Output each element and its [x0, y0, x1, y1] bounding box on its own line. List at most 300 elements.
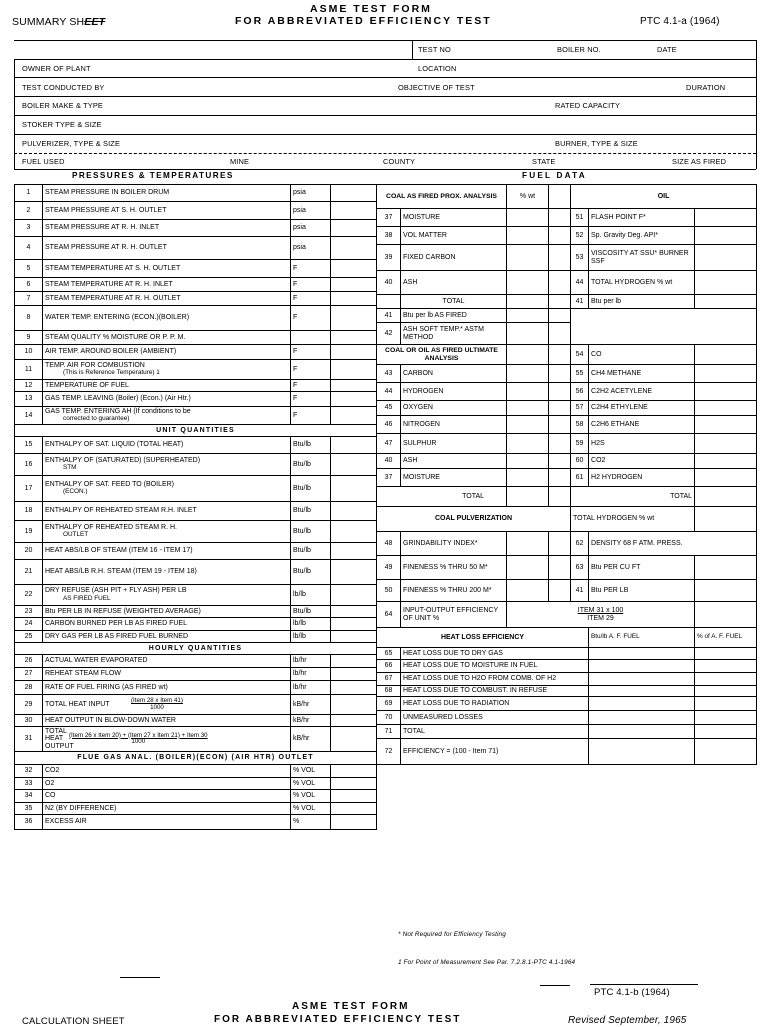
row-number: 18 [15, 502, 43, 521]
value-cell[interactable] [695, 686, 757, 697]
note-point-of-measurement: 1 For Point of Measurement See Par. 7.2.8.1-PTC 4.1-1964 [398, 959, 576, 966]
row-label-cont: OUTLET [63, 531, 89, 539]
row-label-25 [43, 631, 291, 643]
value-cell[interactable] [331, 543, 377, 560]
value-cell[interactable] [695, 556, 757, 580]
value-cell[interactable] [331, 815, 377, 830]
row-label-26 [43, 655, 291, 668]
value-cell[interactable] [589, 648, 695, 660]
row-unit: % VOL [291, 803, 331, 815]
rated-capacity-label: RATED CAPACITY [555, 101, 621, 110]
row-label-text: O2 [45, 779, 55, 787]
row-number: 35 [15, 803, 43, 815]
row-label-9 [43, 331, 291, 345]
calculation-sheet-label: CALCULATION SHEET [22, 1016, 125, 1027]
footer-title-1: ASME TEST FORM [292, 1001, 410, 1012]
table-row [15, 331, 377, 345]
row-unit: F [291, 407, 331, 425]
row-label-31 [43, 727, 291, 752]
value-cell[interactable] [695, 711, 757, 725]
value-cell[interactable] [695, 507, 757, 532]
row-number: 31 [15, 727, 43, 752]
table-row [15, 476, 377, 502]
value-cell[interactable] [695, 580, 757, 602]
value-cell[interactable] [507, 383, 549, 401]
row-label-text: TEMPERATURE OF FUEL [45, 381, 129, 389]
row-label-23 [43, 606, 291, 618]
value-cell[interactable] [331, 695, 377, 715]
form-title-1: ASME TEST FORM [310, 3, 432, 15]
flue-gas-heading: FLUE GAS ANAL. (BOILER)(ECON) (AIR HTR) OUTLET [15, 752, 377, 765]
row-number: 24 [15, 618, 43, 631]
value-cell[interactable] [331, 715, 377, 727]
table-row [15, 765, 377, 778]
row-label-text: HEAT OUTPUT IN BLOW-DOWN WATER [45, 716, 176, 724]
row-number: 26 [15, 655, 43, 668]
heat-loss-total: TOTAL [401, 725, 589, 739]
value-cell[interactable] [331, 560, 377, 585]
heat-loss-h2o: HEAT LOSS DUE TO H2O FROM COMB. OF H2 [401, 673, 589, 686]
prox-analysis-title: COAL AS FIRED PROX. ANALYSIS [377, 185, 507, 209]
coal-ash: ASH [401, 271, 507, 295]
row-number: 20 [15, 543, 43, 560]
value-cell[interactable] [331, 778, 377, 790]
gas-co2: CO2 [589, 454, 695, 469]
row-label-35 [43, 803, 291, 815]
row-label-30 [43, 715, 291, 727]
conducted-by-label: TEST CONDUCTED BY [22, 83, 105, 92]
value-cell[interactable] [695, 227, 757, 245]
row-label-text: STEAM PRESSURE AT S. H. OUTLET [45, 206, 167, 214]
value-cell[interactable] [589, 660, 695, 673]
value-cell[interactable] [331, 360, 377, 380]
row-number: 17 [15, 476, 43, 502]
row-number: 19 [15, 521, 43, 543]
value-cell[interactable] [695, 660, 757, 673]
value-cell[interactable] [695, 416, 757, 434]
table-row [15, 454, 377, 476]
value-cell[interactable] [331, 727, 377, 752]
value-cell[interactable] [507, 469, 549, 487]
row-number: 11 [15, 360, 43, 380]
value-cell[interactable] [507, 454, 549, 469]
value-cell[interactable] [507, 271, 549, 295]
row-unit: F [291, 292, 331, 306]
value-cell[interactable] [331, 220, 377, 237]
value-cell[interactable] [507, 487, 549, 507]
value-cell[interactable] [331, 521, 377, 543]
row-unit: F [291, 392, 331, 407]
value-cell[interactable] [331, 292, 377, 306]
row-unit: Btu/lb [291, 476, 331, 502]
row-number: 10 [15, 345, 43, 360]
value-cell[interactable] [695, 295, 757, 309]
row-number: 12 [15, 380, 43, 392]
table-row [15, 392, 377, 407]
row-label-7 [43, 292, 291, 306]
row-unit: Btu/lb [291, 521, 331, 543]
heat-loss-heading: HEAT LOSS EFFICIENCY [377, 628, 589, 648]
row-unit: lb/hr [291, 681, 331, 695]
value-cell[interactable] [331, 407, 377, 425]
heat-loss-col-percent: % of A. F. FUEL [695, 628, 757, 648]
value-cell[interactable] [331, 278, 377, 292]
table-row [15, 407, 377, 425]
value-cell[interactable] [507, 295, 549, 309]
formula-denominator: 1000 [150, 703, 164, 711]
value-cell[interactable] [507, 209, 549, 227]
row-number: 29 [15, 695, 43, 715]
ult-oxygen: OXYGEN [401, 401, 507, 416]
row-number: 25 [15, 631, 43, 643]
row-unit: psia [291, 237, 331, 260]
value-cell[interactable] [695, 725, 757, 739]
coal-moisture: MOISTURE [401, 209, 507, 227]
row-number: 3 [15, 220, 43, 237]
row-unit: kB/hr [291, 695, 331, 715]
row-label-text: CO2 [45, 767, 60, 775]
row-label-text: WATER TEMP. ENTERING (ECON.)(BOILER) [45, 314, 190, 322]
value-cell[interactable] [695, 739, 757, 765]
oil-title: OIL [571, 185, 757, 209]
table-row [15, 727, 377, 752]
value-cell[interactable] [331, 454, 377, 476]
table-row [15, 803, 377, 815]
row-label-text: HEAT ABS/LB OF STEAM (ITEM 16 - ITEM 17) [45, 547, 193, 555]
value-cell[interactable] [331, 803, 377, 815]
value-cell[interactable] [331, 585, 377, 606]
pulverizer-label: PULVERIZER, TYPE & SIZE [22, 139, 121, 148]
row-number: 22 [15, 585, 43, 606]
value-cell[interactable] [331, 765, 377, 778]
gas-btu-per-lb: Btu PER LB [589, 580, 695, 602]
row-label-text: ACTUAL WATER EVAPORATED [45, 657, 148, 665]
row-label-32 [43, 765, 291, 778]
table-row [15, 380, 377, 392]
county-label: COUNTY [383, 157, 416, 166]
gas-btu-per-cuft: Btu PER CU FT [589, 556, 695, 580]
owner-label: OWNER OF PLANT [22, 64, 91, 73]
value-cell[interactable] [507, 365, 549, 383]
value-cell[interactable] [507, 416, 549, 434]
value-cell[interactable] [331, 237, 377, 260]
row-label-text: ENTHALPY OF (SATURATED) (SUPERHEATED) [45, 456, 201, 464]
form-title-2: FOR ABBREVIATED EFFICIENCY TEST [235, 15, 492, 27]
unit-quantities-heading: UNIT QUANTITIES [15, 425, 377, 437]
row-number: 32 [15, 765, 43, 778]
value-cell[interactable] [695, 648, 757, 660]
row-label-text: AIR TEMP. AROUND BOILER (AMBIENT) [45, 348, 177, 356]
row-unit: Btu/lb [291, 543, 331, 560]
row-label-15 [43, 437, 291, 454]
value-cell[interactable] [331, 202, 377, 220]
value-cell[interactable] [331, 655, 377, 668]
gas-total-hydrogen: TOTAL HYDROGEN % wt [571, 507, 695, 532]
heat-loss-radiation: HEAT LOSS DUE TO RADIATION [401, 697, 589, 711]
row-label-19 [43, 521, 291, 543]
row-unit: lb/lb [291, 631, 331, 643]
value-cell[interactable] [331, 476, 377, 502]
row-label-text: DRY REFUSE (ASH PIT + FLY ASH) PER LB [45, 587, 187, 595]
coal-fixed-carbon: FIXED CARBON [401, 245, 507, 271]
table-row [15, 292, 377, 306]
value-cell[interactable] [589, 686, 695, 697]
value-cell[interactable] [695, 602, 757, 628]
row-unit: F [291, 278, 331, 292]
row-label-21 [43, 560, 291, 585]
note-not-required: * Not Required for Efficiency Testing [398, 931, 506, 938]
row-label-text: REHEAT STEAM FLOW [45, 670, 121, 678]
row-label-12 [43, 380, 291, 392]
value-cell[interactable] [695, 401, 757, 416]
value-cell[interactable] [331, 437, 377, 454]
oil-sp-gravity: Sp. Gravity Deg. API* [589, 227, 695, 245]
row-number: 1 [15, 185, 43, 202]
row-label-6 [43, 278, 291, 292]
row-number: 4 [15, 237, 43, 260]
value-cell[interactable] [695, 673, 757, 686]
stoker-label: STOKER TYPE & SIZE [22, 120, 102, 129]
fineness-200m: FINENESS % THRU 200 M* [401, 580, 507, 602]
table-row [15, 260, 377, 278]
row-label-text: STEAM TEMPERATURE AT R. H. OUTLET [45, 294, 181, 302]
fuel-data-heading: FUEL DATA [522, 171, 587, 180]
value-cell[interactable] [695, 245, 757, 271]
row-number: 21 [15, 560, 43, 585]
value-cell[interactable] [507, 532, 549, 556]
row-label-text: STEAM TEMPERATURE AT R. H. INLET [45, 280, 173, 288]
row-unit [291, 331, 331, 345]
value-cell[interactable] [331, 502, 377, 521]
value-cell[interactable] [695, 697, 757, 711]
input-output-efficiency: INPUT-OUTPUT EFFICIENCY OF UNIT % [401, 602, 507, 628]
value-cell[interactable] [695, 454, 757, 469]
coal-btu-per-lb: Btu per lb AS FIRED [401, 309, 507, 323]
value-cell[interactable] [331, 345, 377, 360]
row-unit: Btu/lb [291, 502, 331, 521]
efficiency-row: EFFICIENCY = (100 - Item 71) [401, 739, 589, 765]
row-label-text: Btu PER LB IN REFUSE (WEIGHTED AVERAGE) [45, 607, 201, 615]
row-number: 30 [15, 715, 43, 727]
row-number: 9 [15, 331, 43, 345]
heat-loss-moisture: HEAT LOSS DUE TO MOISTURE IN FUEL [401, 660, 589, 673]
row-number: 23 [15, 606, 43, 618]
row-label-text: EXCESS AIR [45, 818, 87, 826]
row-label-cont: corrected to guarantee) [63, 415, 130, 423]
value-cell[interactable] [331, 306, 377, 331]
row-label-20 [43, 543, 291, 560]
row-unit: lb/lb [291, 585, 331, 606]
row-label-8 [43, 306, 291, 331]
row-label-text: TOTAL HEAT OUTPUT [45, 727, 74, 750]
hourly-quantities-heading: HOURLY QUANTITIES [15, 643, 377, 655]
row-label-10 [43, 345, 291, 360]
table-row [15, 668, 377, 681]
table-row [15, 202, 377, 220]
row-unit: psia [291, 220, 331, 237]
value-cell[interactable] [331, 331, 377, 345]
row-unit: % VOL [291, 778, 331, 790]
form-code: PTC 4.1-a (1964) [640, 16, 720, 27]
ult-hydrogen: HYDROGEN [401, 383, 507, 401]
table-row [15, 681, 377, 695]
test-no-label: TEST NO [418, 45, 451, 54]
row-label-text: DRY GAS PER LB AS FIRED FUEL BURNED [45, 632, 189, 640]
row-label-cont: (ECON.) [63, 488, 88, 496]
value-cell[interactable] [331, 392, 377, 407]
value-cell[interactable] [695, 383, 757, 401]
table-row [15, 560, 377, 585]
value-cell[interactable] [507, 309, 549, 323]
row-label-text: ENTHALPY OF REHEATED STEAM R.H. INLET [45, 507, 197, 515]
value-cell[interactable] [331, 260, 377, 278]
row-label-text: N2 (BY DIFFERENCE) [45, 804, 117, 812]
formula-numerator: (Item 26 x Item 20) + (Item 27 x Item 21) + Item 30 [69, 731, 208, 739]
location-label: LOCATION [418, 64, 457, 73]
size-as-fired-label: SIZE AS FIRED [672, 157, 727, 166]
row-label-cont: (This is Reference Temperature) 1 [63, 369, 160, 377]
value-cell[interactable] [589, 711, 695, 725]
table-row [15, 360, 377, 380]
value-cell[interactable] [331, 380, 377, 392]
table-row [15, 502, 377, 521]
table-row [15, 278, 377, 292]
prox-unit: % wt [507, 185, 549, 209]
value-cell[interactable] [695, 434, 757, 454]
value-cell[interactable] [331, 185, 377, 202]
ult-moisture: MOISTURE [401, 469, 507, 487]
ult-total: TOTAL [377, 487, 507, 507]
value-cell[interactable] [507, 556, 549, 580]
row-label-text: GAS TEMP. ENTERING AH (If conditions to be [45, 407, 191, 415]
formula-denominator: 1000 [131, 738, 146, 745]
value-cell[interactable] [331, 668, 377, 681]
prox-total: TOTAL [401, 295, 507, 309]
heat-loss-unmeasured: UNMEASURED LOSSES [401, 711, 589, 725]
row-unit: F [291, 260, 331, 278]
gas-co: CO [589, 345, 695, 365]
value-cell[interactable] [331, 618, 377, 631]
value-cell[interactable] [695, 209, 757, 227]
value-cell[interactable] [507, 245, 549, 271]
oil-flash-point: FLASH POINT F* [589, 209, 695, 227]
row-label-18 [43, 502, 291, 521]
row-unit: psia [291, 185, 331, 202]
row-label-29 [43, 695, 291, 715]
footer-title-2: FOR ABBREVIATED EFFICIENCY TEST [214, 1014, 462, 1025]
row-unit: % VOL [291, 790, 331, 803]
value-cell[interactable] [695, 469, 757, 487]
row-label-text: HEAT ABS/LB R.H. STEAM (ITEM 19 - ITEM 18) [45, 568, 197, 576]
row-label-3 [43, 220, 291, 237]
value-cell[interactable] [695, 365, 757, 383]
gas-hydrogen: H2 HYDROGEN [589, 469, 695, 487]
value-cell[interactable] [589, 725, 695, 739]
row-number: 33 [15, 778, 43, 790]
table-row [15, 618, 377, 631]
row-unit: lb/hr [291, 655, 331, 668]
value-cell[interactable] [331, 790, 377, 803]
row-label-22 [43, 585, 291, 606]
value-cell[interactable] [695, 345, 757, 365]
gas-h2s: H2S [589, 434, 695, 454]
row-unit: % [291, 815, 331, 830]
row-label-28 [43, 681, 291, 695]
value-cell[interactable] [695, 271, 757, 295]
value-cell[interactable] [331, 681, 377, 695]
gas-acetylene: C2H2 ACETYLENE [589, 383, 695, 401]
table-row [15, 790, 377, 803]
table-row [15, 345, 377, 360]
value-cell[interactable] [507, 434, 549, 454]
fuel-data-table: COAL AS FIRED PROX. ANALYSIS % wt OIL 37 MOISTURE 51 FLASH POINT F* 38 VOL MATTER 52 Sp. Gravity Deg. API* 39 FIXED CARBON 53 VISCOSITY AT SSU* BURNER SSF 40 ASH 44 TOTAL HYDROGEN % wt TOTAL 41 Btu per lb 41 Btu per lb AS FIRED 42 ASH SOFT TEMP.* ASTM METHOD COAL OR OIL AS FIRED ULTIMATE ANALYSIS 54 CO 43 CARBON 55 CH4 METHANE 44 HYDROGEN 56 C2H2 ACETYLENE 45 OXYGEN 57 C2H4 ETHYLENE 46 NITROGEN 58 C2H6 ETHANE 47 SULPHUR 59 H2S 40 ASH 60 CO2 37 MOISTURE 61 H2 HYDROGEN TOTAL TOTAL COAL PULVERIZATION TOTAL HYDROGEN % wt 48 GRINDABILITY INDEX* 62 DENSITY 68 F ATM. PRESS. 49 FINENESS % THRU 50 M* 63 Btu PER CU FT 50 FINENESS % THRU 200 M* 41 Btu PER LB 64 INPUT-OUTPUT EFFICIENCY OF UNIT % ITEM 31 x 100 ITEM 29 HEAT LOSS EFFICIENCY Btu/lb A. F. FUEL % of A. F. FUEL 65 HEAT LOSS DUE TO DRY GAS 66 HEAT LOSS DUE TO MOISTURE IN FUEL 67 HEAT LOSS DUE TO H2O FROM COMB. OF H2 68 HEAT LOSS DUE TO COMBUST. IN REFUSE 69 HEAT LOSS DUE TO RADIATION 70 UNMEASURED LOSSES 71 TOTAL 72 EFFICIENCY = (100 - Item 71) [376, 184, 757, 765]
row-label-text: TEMP. AIR FOR COMBUSTION [45, 361, 145, 369]
row-label-17 [43, 476, 291, 502]
revised-label: Revised September, 1965 [568, 1015, 687, 1026]
value-cell[interactable] [507, 323, 549, 345]
table-row [15, 521, 377, 543]
row-label-text: STEAM PRESSURE AT R. H. OUTLET [45, 244, 167, 252]
row-label-13 [43, 392, 291, 407]
row-number: 2 [15, 202, 43, 220]
table-row [15, 185, 377, 202]
table-row [15, 543, 377, 560]
objective-label: OBJECTIVE OF TEST [398, 83, 475, 92]
row-unit: Btu/lb [291, 454, 331, 476]
row-unit: F [291, 345, 331, 360]
row-label-text: GAS TEMP. LEAVING (Boiler) (Econ.) (Air Htr.) [45, 395, 191, 403]
oil-btu-per-lb: Btu per lb [589, 295, 695, 309]
row-unit: F [291, 360, 331, 380]
value-cell[interactable] [589, 673, 695, 686]
row-number: 13 [15, 392, 43, 407]
table-row [15, 220, 377, 237]
value-cell[interactable] [331, 606, 377, 618]
row-label-cont: AS FIRED FUEL [63, 594, 111, 602]
value-cell[interactable] [507, 401, 549, 416]
value-cell[interactable] [589, 739, 695, 765]
row-label-text: RATE OF FUEL FIRING (AS FIRED wt) [45, 683, 168, 691]
coal-pulverization-heading: COAL PULVERIZATION [377, 507, 571, 532]
io-formula: ITEM 31 x 100 ITEM 29 [507, 602, 695, 628]
heat-loss-col-btu: Btu/lb A. F. FUEL [589, 628, 695, 648]
value-cell[interactable] [589, 697, 695, 711]
gas-density: DENSITY 68 F ATM. PRESS. [589, 532, 757, 556]
row-label-27 [43, 668, 291, 681]
row-label-34 [43, 790, 291, 803]
gas-ethylene: C2H4 ETHYLENE [589, 401, 695, 416]
date-label: DATE [657, 45, 677, 54]
row-label-14 [43, 407, 291, 425]
row-label-16 [43, 454, 291, 476]
value-cell[interactable] [695, 487, 757, 507]
boiler-no-label: BOILER NO. [557, 45, 601, 54]
gas-total: TOTAL [571, 487, 695, 507]
row-label-36 [43, 815, 291, 830]
coal-vol-matter: VOL MATTER [401, 227, 507, 245]
mine-label: MINE [230, 157, 250, 166]
row-label-33 [43, 778, 291, 790]
table-row [15, 655, 377, 668]
table-row [15, 778, 377, 790]
value-cell[interactable] [331, 631, 377, 643]
value-cell[interactable] [507, 227, 549, 245]
grindability-index: GRINDABILITY INDEX* [401, 532, 507, 556]
heat-loss-dry-gas: HEAT LOSS DUE TO DRY GAS [401, 648, 589, 660]
pressures-heading: PRESSURES & TEMPERATURES [72, 171, 234, 180]
ult-sulphur: SULPHUR [401, 434, 507, 454]
value-cell[interactable] [507, 580, 549, 602]
